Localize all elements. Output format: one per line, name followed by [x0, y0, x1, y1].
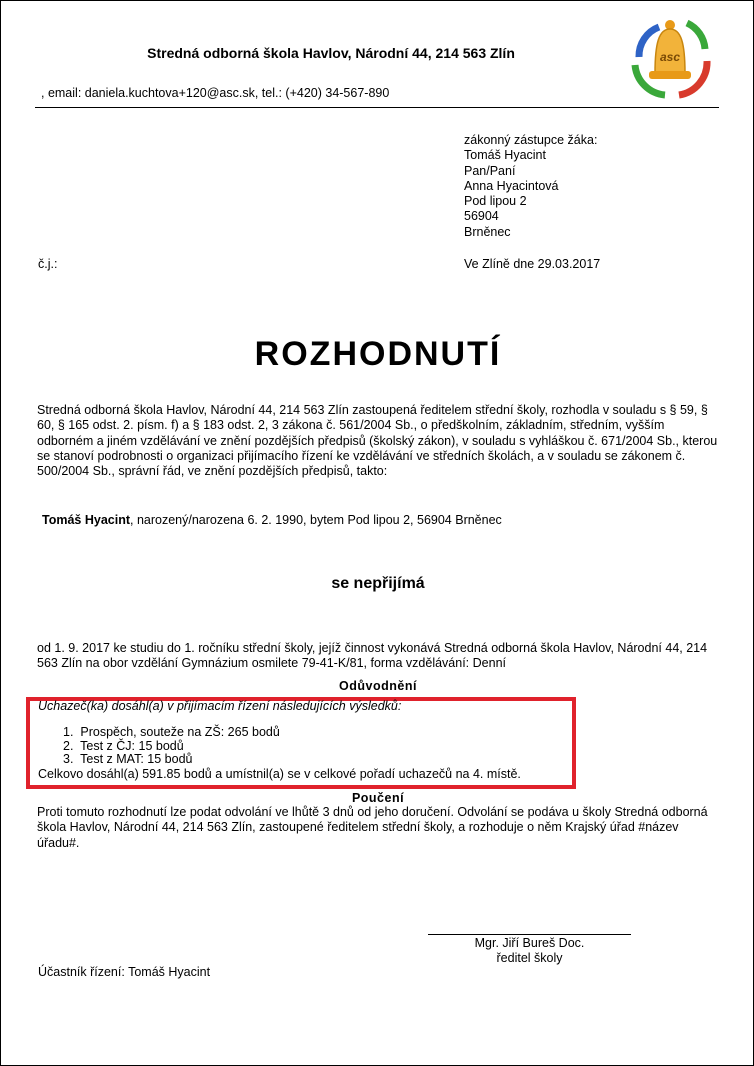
person-name: Tomáš Hyacint	[42, 513, 130, 527]
person-line	[42, 513, 502, 527]
result-item: 1. Prospěch, souteže na ZŠ: 265 bodů	[63, 725, 280, 739]
recipient-address	[464, 133, 597, 240]
intro-paragraph: Stredná odborná škola Havlov, Národní 44, 214 563 Zlín zastoupená ředitelem střední školy, rozhodla v souladu s § 59, § 60, § 165 odst. 2. písm. f) a § 183 odst. 2, 3 zákona č. 561/2004 Sb., o předškolním, základním, středním, vyšším odborném a jiném vzdělávání ve znění pozdějších předpisů (školský zákon), v souladu s vyhláškou č. 671/2004 Sb., kterou se stanoví podrobnosti o organizaci přijímacího řízení ke vzdělávání ve středních školách, a v souladu se zákonem č. 500/2004 Sb., správní řád, ve znění pozdějších předpisů, takto:	[37, 403, 718, 479]
signatory-role: ředitel školy	[496, 951, 563, 965]
recipient-line: 56904	[464, 209, 499, 224]
document-date: Ve Zlíně dne 29.03.2017	[464, 257, 601, 271]
reference-number: č.j.:	[38, 257, 58, 271]
study-paragraph: od 1. 9. 2017 ke studiu do 1. ročníku střední školy, jejíž činnost vykonává Stredná odborná škola Havlov, Národní 44, 214 563 Zlín na obor vzdělání Gymnázium osmilete 79-41-K/81, forma vzdělávání: Denní	[37, 641, 708, 671]
recipient-line: Pod lipou 2	[464, 194, 527, 209]
logo-text: asc	[659, 50, 681, 64]
results-intro: Uchazeč(ka) dosáhl(a) v přijímacím řízení následujících výsledků:	[38, 699, 402, 713]
signatory-name: Mgr. Jiří Bureš Doc.	[474, 936, 585, 950]
recipient-line: Tomáš Hyacint	[464, 148, 546, 163]
person-details: , narozený/narozena 6. 2. 1990, bytem Pod lipou 2, 56904 Brněnec	[130, 513, 502, 527]
results-list	[63, 726, 280, 767]
instruction-heading: Poučení	[351, 791, 405, 805]
justification-heading: Odůvodnění	[339, 679, 417, 693]
bell-rim	[649, 71, 691, 79]
participant-line: Účastník řízení: Tomáš Hyacint	[38, 965, 211, 979]
signature-line	[428, 934, 631, 935]
document-title: ROZHODNUTÍ	[254, 335, 502, 373]
school-name: Stredná odborná škola Havlov, Národní 44, 214 563 Zlín	[147, 45, 515, 61]
recipient-line: Brněnec	[464, 224, 511, 239]
contact-line: , email: daniela.kuchtova+120@asc.sk, tel.: (+420) 34-567-890	[41, 86, 390, 100]
result-item: 3. Test z MAT: 15 bodů	[63, 752, 193, 767]
result-item: 2. Test z ČJ: 15 bodů	[63, 738, 184, 753]
recipient-line: Pan/Paní	[464, 163, 516, 178]
recipient-line: zákonný zástupce žáka:	[464, 133, 598, 147]
recipient-line: Anna Hyacintová	[464, 178, 559, 193]
logo-arrow-green-top	[687, 23, 705, 49]
school-logo	[629, 13, 711, 101]
appeal-paragraph: Proti tomuto rozhodnutí lze podat odvolání ve lhůtě 3 dnů od jeho doručení. Odvolání se podáva u školy Stredná odborná škola Havlov, Národní 44, 214 563 Zlín, zastoupené ředitelem střední školy, a rozhoduje o něm Krajský úřad #název úřadu#.	[37, 805, 708, 850]
verdict: se nepřijímá	[331, 575, 425, 592]
results-total: Celkovo dosáhl(a) 591.85 bodů a umístnil(a) se v celkové pořadí uchazečů na 4. místě.	[38, 767, 521, 781]
header-divider	[35, 107, 719, 108]
